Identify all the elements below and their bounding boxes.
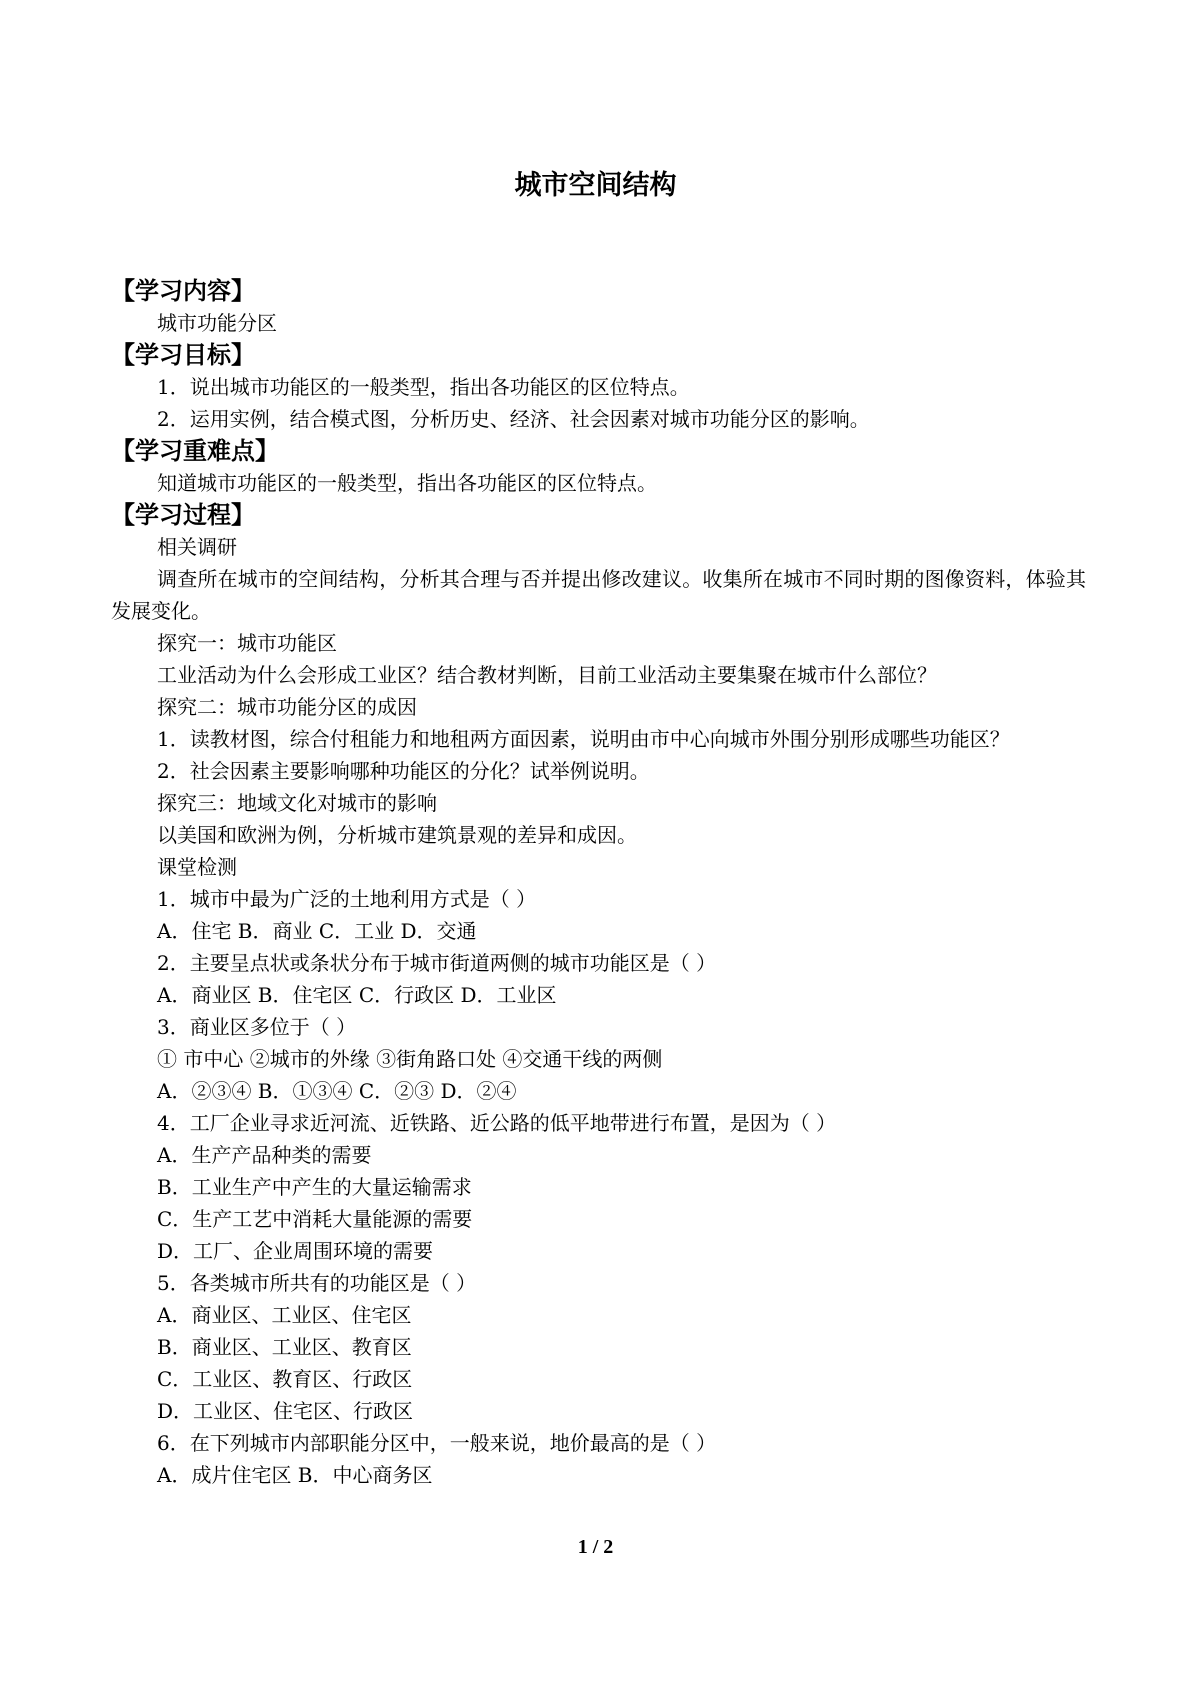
question-4-option-b: B．工业生产中产生的大量运输需求 xyxy=(157,1175,472,1199)
study-goal-2: 2．运用实例，结合模式图，分析历史、经济、社会因素对城市功能分区的影响。 xyxy=(157,407,870,431)
document-body xyxy=(111,275,1086,1491)
class-check-label: 课堂检测 xyxy=(157,855,237,879)
inquiry-3-title: 探究三：地域文化对城市的影响 xyxy=(157,791,437,815)
key-points-text: 知道城市功能区的一般类型，指出各功能区的区位特点。 xyxy=(157,471,657,495)
heading-study-goals: 【学习目标】 xyxy=(111,341,255,369)
question-4: 4．工厂企业寻求近河流、近铁路、近公路的低平地带进行布置，是因为（ ） xyxy=(157,1111,837,1135)
question-2: 2．主要呈点状或条状分布于城市街道两侧的城市功能区是（ ） xyxy=(157,951,717,975)
question-5-option-a: A．商业区、工业区、住宅区 xyxy=(157,1303,412,1327)
research-paragraph: 调查所在城市的空间结构，分析其合理与否并提出修改建议。收集所在城市不同时期的图像资料，体验其发展变化。 xyxy=(111,567,1086,623)
inquiry-2-question-1: 1．读教材图，综合付租能力和地租两方面因素，说明由市中心向城市外围分别形成哪些功能区？ xyxy=(157,727,1010,751)
question-6-options: A．成片住宅区 B．中心商务区 xyxy=(157,1463,433,1487)
question-3-items: ① 市中心 ②城市的外缘 ③街角路口处 ④交通干线的两侧 xyxy=(157,1047,663,1071)
heading-key-points: 【学习重难点】 xyxy=(111,437,279,465)
heading-study-content: 【学习内容】 xyxy=(111,277,255,305)
question-4-option-d: D．工厂、企业周围环境的需要 xyxy=(157,1239,434,1263)
question-1: 1．城市中最为广泛的土地利用方式是（ ） xyxy=(157,887,537,911)
question-3-options: A．②③④ B．①③④ C．②③ D．②④ xyxy=(157,1079,517,1103)
heading-study-process: 【学习过程】 xyxy=(111,501,255,529)
question-5-option-c: C．工业区、教育区、行政区 xyxy=(157,1367,413,1391)
study-goal-1: 1．说出城市功能区的一般类型，指出各功能区的区位特点。 xyxy=(157,375,690,399)
page-number: 1 / 2 xyxy=(577,1536,614,1558)
question-2-options: A．商业区 B．住宅区 C．行政区 D．工业区 xyxy=(157,983,557,1007)
question-5-option-b: B．商业区、工业区、教育区 xyxy=(157,1335,412,1359)
inquiry-2-title: 探究二：城市功能分区的成因 xyxy=(157,695,417,719)
page-title: 城市空间结构 xyxy=(514,170,677,201)
question-5: 5．各类城市所共有的功能区是（ ） xyxy=(157,1271,477,1295)
question-4-option-a: A．生产产品种类的需要 xyxy=(157,1143,372,1167)
inquiry-1-title: 探究一：城市功能区 xyxy=(157,631,337,655)
inquiry-2-question-2: 2．社会因素主要影响哪种功能区的分化？试举例说明。 xyxy=(157,759,650,783)
question-5-option-d: D．工业区、住宅区、行政区 xyxy=(157,1399,414,1423)
question-1-options: A．住宅 B．商业 C．工业 D．交通 xyxy=(157,919,477,943)
inquiry-3-text: 以美国和欧洲为例，分析城市建筑景观的差异和成因。 xyxy=(157,823,637,847)
research-label: 相关调研 xyxy=(157,535,237,559)
inquiry-1-text: 工业活动为什么会形成工业区？结合教材判断，目前工业活动主要集聚在城市什么部位？ xyxy=(157,663,937,687)
question-4-option-c: C．生产工艺中消耗大量能源的需要 xyxy=(157,1207,473,1231)
study-content-text: 城市功能分区 xyxy=(157,311,277,335)
question-6: 6．在下列城市内部职能分区中，一般来说，地价最高的是（ ） xyxy=(157,1431,717,1455)
question-3: 3．商业区多位于（ ） xyxy=(157,1015,357,1039)
